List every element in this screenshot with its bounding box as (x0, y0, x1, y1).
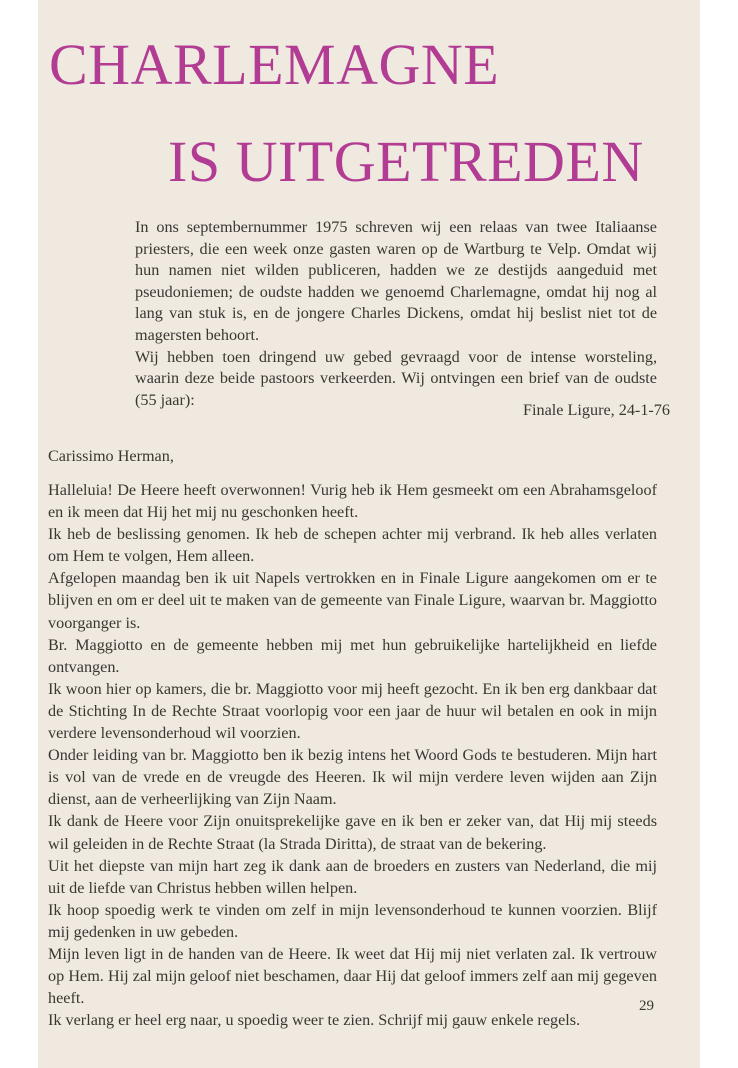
letter-paragraph: Ik verlang er heel erg naar, u spoedig weer te zien. Schrijf mij gauw enkele regels. (48, 1011, 581, 1030)
article-title-line-2: IS UITGETREDEN (168, 129, 644, 194)
page (38, 0, 700, 1068)
article-title-line-1: CHARLEMAGNE (49, 32, 500, 97)
letter-paragraph: Afgelopen maandag ben ik uit Napels vertrokken en in Finale Ligure aangekomen om er te blijven en om er deel uit te maken van de gemeente van Finale Ligure, waarvan br. Maggiotto voorganger is. (48, 569, 657, 632)
intro-block (135, 217, 657, 411)
letter-paragraph: Ik hoop spoedig werk te vinden om zelf in mijn levensonderhoud te kunnen voorzien. Blijf mij gedenken in uw gebeden. (48, 900, 657, 941)
letter-paragraph: Mijn leven ligt in de handen van de Heere. Ik weet dat Hij mij niet verlaten zal. Ik vertrouw op Hem. Hij zal mijn geloof niet beschamen, daar Hij dat geloof immers zelf aan mij gegeven heeft. (48, 944, 657, 1008)
letter-paragraph: Uit het diepste van mijn hart zeg ik dank aan de broeders en zusters van Nederland, die mij uit de liefde van Christus hebben willen helpen. (48, 856, 657, 897)
letter-paragraph: Br. Maggiotto en de gemeente hebben mij met hun gebruikelijke hartelijkheid en liefde ontvangen. (48, 635, 657, 676)
intro-paragraph: In ons septembernummer 1975 schreven wij een relaas van twee Italiaanse priesters, die een week onze gasten waren op de Wartburg te Velp. Omdat wij hun namen niet wilden publiceren, hadden we ze destijds aangeduid met pseudoniemen; de oudste hadden we genoemd Charlemagne, omdat hij nog al lang van stuk is, en de jongere Charles Dickens, omdat hij beslist niet tot de magersten behoort. (135, 218, 657, 344)
letter-paragraph: Ik woon hier op kamers, die br. Maggiotto voor mij heeft gezocht. En ik ben erg dankbaar dat de Stichting In de Rechte Straat voorlopig voor een jaar de huur wil betalen en ook in mijn verdere levensonderhoud wil voorzien. (48, 679, 657, 743)
letter-paragraph: Ik heb de beslissing genomen. Ik heb de schepen achter mij verbrand. Ik heb alles verlaten om Hem te volgen, Hem alleen. (48, 525, 657, 566)
page-number: 29 (639, 998, 654, 1014)
letter-paragraph: Ik dank de Heere voor Zijn onuitsprekelijke gave en ik ben er zeker van, dat Hij mij steeds wil geleiden in de Rechte Straat (la Strada Diritta), de straat van de bekering. (48, 812, 657, 853)
intro-paragraph: Wij hebben toen dringend uw gebed gevraagd voor de intense worsteling, waarin deze beide pastoors verkeerden. Wij ontvingen een brief van de oudste (55 jaar): (135, 347, 657, 409)
letter-paragraph: Halleluia! De Heere heeft overwonnen! Vurig heb ik Hem gesmeekt om een Abrahamsgeloof en ik meen dat Hij het mij nu geschonken heeft. (48, 481, 657, 522)
letter-dateline: Finale Ligure, 24-1-76 (523, 401, 670, 419)
letter-body (48, 479, 657, 1031)
letter-paragraph: Onder leiding van br. Maggiotto ben ik bezig intens het Woord Gods te bestuderen. Mijn hart is vol van de vrede en de vreugde des Heeren. Ik wil mijn verdere leven wijden aan Zijn dienst, aan de verheerlijking van Zijn Naam. (48, 746, 657, 809)
letter-salutation: Carissimo Herman, (48, 447, 174, 465)
